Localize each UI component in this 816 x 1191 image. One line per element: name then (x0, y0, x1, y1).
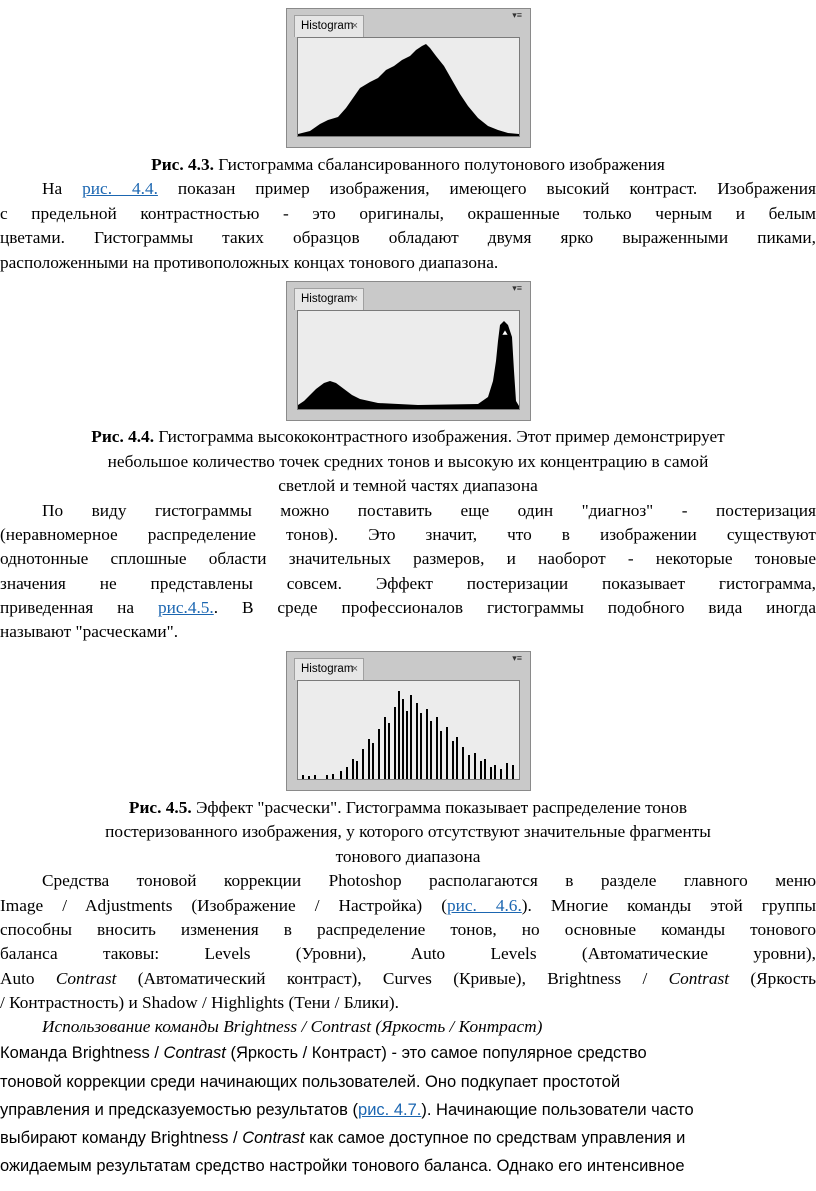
close-icon[interactable]: × (351, 20, 358, 32)
histogram-plot (297, 37, 520, 137)
paragraph-line: Команда Brightness / Contrast (Яркость / Контраст) - это самое популярное средство (0, 1044, 647, 1062)
balanced-histogram (298, 38, 519, 136)
histogram-tab[interactable] (294, 15, 364, 37)
paragraph-line: однотонные сплошные области значительных размеров, и наоборот - некоторые тоновые (0, 549, 816, 568)
figure-caption-line: тонового диапазона (335, 847, 481, 866)
paragraph-line: способны вносить изменения в распределение тонов, но основные команды тонового (0, 920, 816, 939)
paragraph-line: управления и предсказуемостью результатов (рис. 4.7.). Начинающие пользователи часто (0, 1101, 694, 1119)
figure-link[interactable]: рис. 4.6. (446, 896, 522, 915)
close-icon[interactable]: × (351, 663, 358, 675)
paragraph-line: значения не представлены совсем. Эффект постеризации показывает гистограмма, (0, 574, 816, 593)
paragraph-line: Image / Adjustments (Изображение / Настройка) (рис. 4.6.). Многие команды этой группы (0, 896, 816, 915)
histogram-panel-1 (286, 8, 531, 148)
paragraph-line: На рис. 4.4. показан пример изображения, имеющего высокий контраст. Изображения (42, 179, 816, 198)
figure-caption-4-5: Рис. 4.5. Эффект "расчески". Гистограмма показывает распределение тонов (128, 798, 688, 817)
panel-menu-icon[interactable]: ▾≡ (512, 283, 522, 293)
figure-link[interactable]: рис. 4.4. (82, 179, 158, 198)
paragraph-line: тоновой коррекции среди начинающих пользователей. Оно подкупает простотой (0, 1073, 621, 1091)
paragraph-line: По виду гистограммы можно поставить еще один "диагноз" - постеризация (42, 501, 816, 520)
tab-label: Histogram (301, 663, 354, 675)
paragraph-line: называют "расческами". (0, 622, 179, 641)
paragraph-line: Средства тоновой коррекции Photoshop располагаются в разделе главного меню (42, 871, 816, 890)
paragraph-line: ожидаемым результатам средство настройки тонового баланса. Однако его интенсивное (0, 1157, 685, 1175)
paragraph-line: цветами. Гистограммы таких образцов обладают двумя ярко выраженными пиками, (0, 228, 816, 247)
paragraph-line: приведенная на рис.4.5.. В среде профессионалов гистограммы подобного вида иногда (0, 598, 816, 617)
paragraph-line: / Контрастность) и Shadow / Highlights (Тени / Блики). (0, 993, 400, 1012)
paragraph-line: с предельной контрастностью - это оригиналы, окрашенные только черным и белым (0, 204, 816, 223)
comb-bars (302, 691, 514, 779)
high-contrast-histogram (298, 311, 519, 409)
figure-caption-4-3: Рис. 4.3. Гистограмма сбалансированного полутонового изображения (151, 155, 665, 174)
tab-label: Histogram (301, 20, 354, 32)
figure-link[interactable]: рис.4.5. (157, 598, 214, 617)
figure-caption-line: светлой и темной частях диапазона (278, 476, 538, 495)
comb-histogram (298, 681, 519, 779)
figure-caption-line: небольшое количество точек средних тонов и высокую их концентрацию в самой (107, 452, 709, 471)
figure-caption-line: постеризованного изображения, у которого отсутствуют значительные фрагменты (105, 822, 711, 841)
paragraph-line: расположенными на противоположных концах тонового диапазона. (0, 253, 499, 272)
histogram-tab[interactable] (294, 288, 364, 310)
histogram-panel-2 (286, 281, 531, 421)
histogram-panel-3 (286, 651, 531, 791)
panel-menu-icon[interactable]: ▾≡ (512, 653, 522, 663)
histogram-plot (297, 680, 520, 780)
paragraph-line: Auto Contrast (Автоматический контраст), Curves (Кривые), Brightness / Contrast (Яркость (0, 969, 816, 988)
histogram-plot (297, 310, 520, 410)
close-icon[interactable]: × (351, 293, 358, 305)
paragraph-line: баланса таковы: Levels (Уровни), Auto Levels (Автоматические уровни), (0, 944, 816, 963)
panel-menu-icon[interactable]: ▾≡ (512, 10, 522, 20)
tab-label: Histogram (301, 293, 354, 305)
section-heading: Использование команды Brightness / Contrast (Яркость / Контраст) (42, 1017, 543, 1036)
figure-caption-4-4: Рис. 4.4. Гистограмма высококонтрастного изображения. Этот пример демонстрирует (91, 427, 725, 446)
paragraph-line: выбирают команду Brightness / Contrast как самое доступное по средствам управления и (0, 1129, 686, 1147)
figure-link[interactable]: рис. 4.7. (358, 1101, 422, 1119)
histogram-tab[interactable] (294, 658, 364, 680)
paragraph-line: (неравномерное распределение тонов). Это значит, что в изображении существуют (0, 525, 816, 544)
